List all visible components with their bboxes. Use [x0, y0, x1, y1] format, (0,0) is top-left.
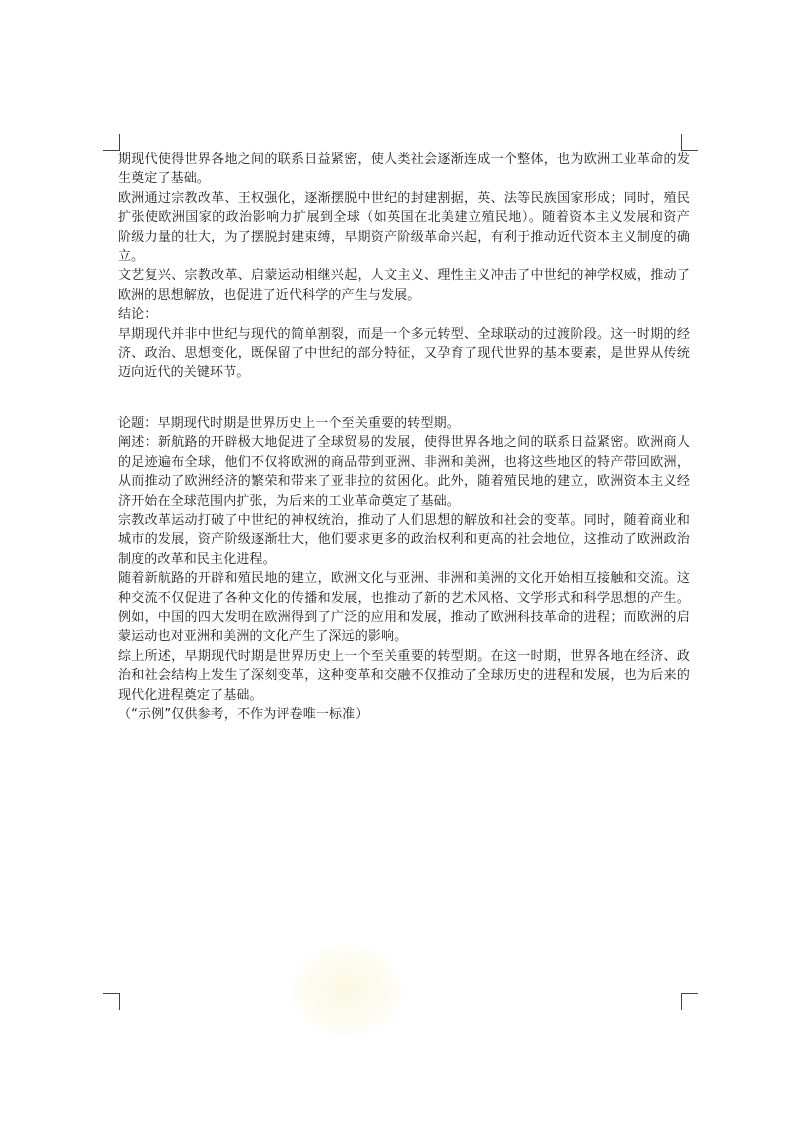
crop-mark-top-right — [681, 134, 698, 151]
paragraph-religion: 宗教改革运动打破了中世纪的神权统治，推动了人们思想的解放和社会的变革。同时，随着商业和城市的发展，资产阶级逐渐壮大，他们要求更多的政治权利和更高的社会地位，这推动了欧洲政治制度的改革和民主化进程。 — [118, 513, 690, 567]
paragraph-thesis: 论题：早期现代时期是世界历史上一个至关重要的转型期。 — [118, 416, 460, 431]
paragraph-culture: 随着新航路的开辟和殖民地的建立，欧洲文化与亚洲、非洲和美洲的文化开始相互接触和交流。这种交流不仅促进了各种文化的传播和发展，也推动了新的艺术风格、文学形式和科学思想的产生。例如，中国的四大发明在欧洲得到了广泛的应用和发展，推动了欧洲科技革命的进程；而欧洲的启蒙运动也对亚洲和美洲的文化产生了深远的影响。 — [118, 571, 690, 645]
crop-mark-top-left — [103, 134, 120, 151]
crop-mark-bottom-right — [681, 993, 698, 1010]
paragraph-politics: 欧洲通过宗教改革、王权强化，逐渐摆脱中世纪的封建割据，英、法等民族国家形成；同时，殖民扩张使欧洲国家的政治影响力扩展到全球（如英国在北美建立殖民地）。随着资本主义发展和资产阶级力量的壮大，为了摆脱封建束缚，早期资产阶级革命兴起，有利于推动近代资本主义制度的确立。 — [118, 190, 690, 265]
paragraph-summary: 综上所述，早期现代时期是世界历史上一个至关重要的转型期。在这一时期，世界各地在经济、政治和社会结构上发生了深刻变革，这种变革和交融不仅推动了全球历史的进程和发展，也为后来的现代化进程奠定了基础。 — [118, 648, 690, 703]
reference-note: （“示例”仅供参考，不作为评卷唯一标准） — [118, 707, 369, 723]
paper-stain — [292, 945, 402, 1035]
paragraph-conclusion: 早期现代并非中世纪与现代的简单割裂，而是一个多元转型、全球联动的过渡阶段。这一时期的经济、政治、思想变化，既保留了中世纪的部分特征，又孕育了现代世界的基本要素，是世界从传统迈向近代的关键环节。 — [118, 326, 690, 381]
conclusion-heading: 结论： — [118, 307, 158, 323]
essay-section-one — [118, 150, 690, 383]
crop-mark-bottom-left — [103, 993, 120, 1010]
essay-section-two — [118, 414, 690, 725]
paragraph-continuation: 期现代使得世界各地之间的联系日益紧密，使人类社会逐渐连成一个整体，也为欧洲工业革命的发生奠定了基础。 — [118, 152, 690, 187]
paragraph-elaboration: 阐述：新航路的开辟极大地促进了全球贸易的发展，使得世界各地之间的联系日益紧密。欧洲商人的足迹遍布全球，他们不仅将欧洲的商品带到亚洲、非洲和美洲，也将这些地区的特产带回欧洲，从而推动了欧洲经济的繁荣和带来了亚非拉的贫困化。此外，随着殖民地的建立，欧洲资本主义经济开始在全球范围内扩张，为后来的工业革命奠定了基础。 — [118, 435, 690, 509]
paragraph-thought: 文艺复兴、宗教改革、启蒙运动相继兴起，人文主义、理性主义冲击了中世纪的神学权威，推动了欧洲的思想解放，也促进了近代科学的产生与发展。 — [118, 268, 690, 303]
